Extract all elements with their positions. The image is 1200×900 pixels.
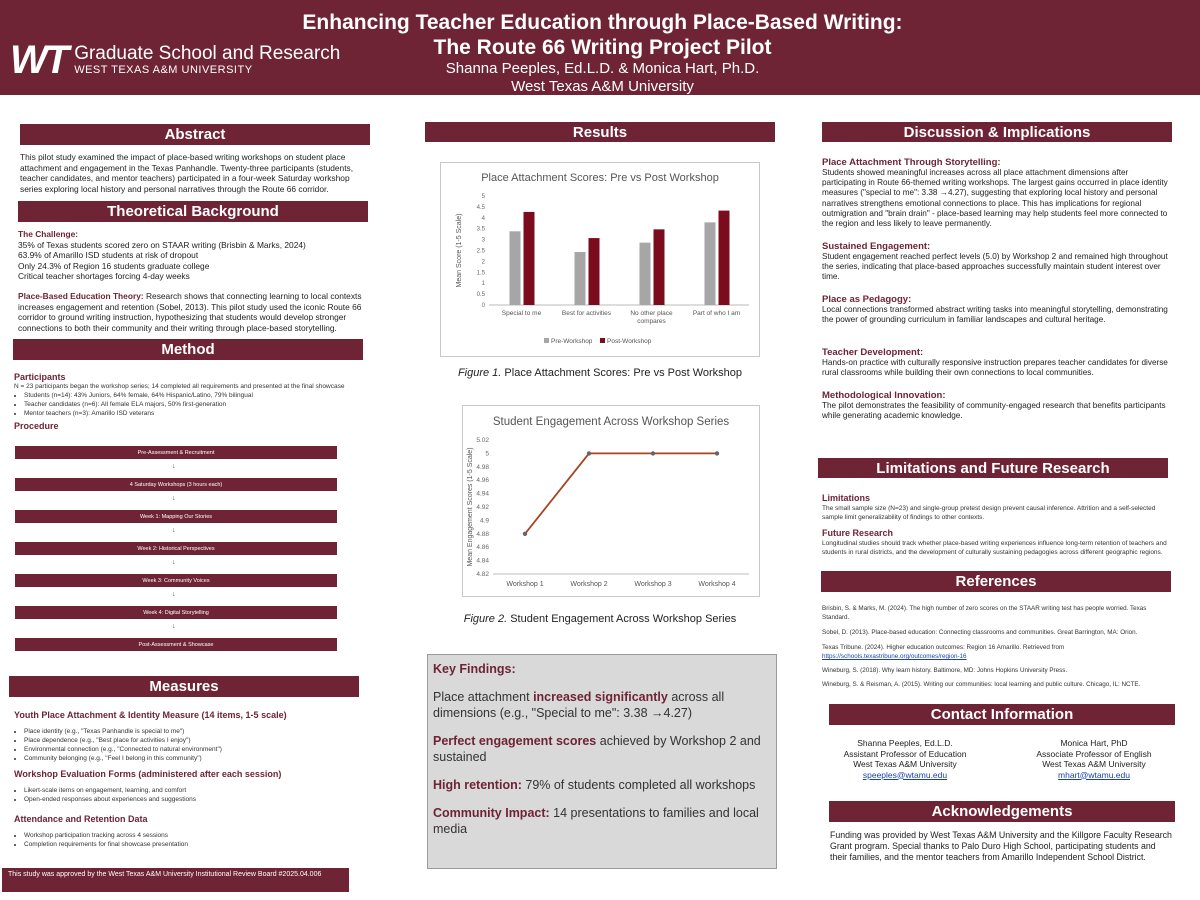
discussion-item-text: Student engagement reached perfect levels (5.0) by Workshop 2 and remained high throughout the series, indicating that place-based approaches successfully maintain student interest over time.: [822, 252, 1168, 282]
y-tick-label: 4.92: [476, 504, 489, 511]
logo-school-name: Graduate School and Research: [74, 43, 341, 64]
poster-title-line1: Enhancing Teacher Education through Place-Based Writing:: [302, 11, 903, 34]
procedure-step: Post-Assessment & Showcase: [15, 638, 337, 651]
discussion-item-heading: Place as Pedagogy:: [822, 294, 912, 305]
key-findings-box: [427, 654, 777, 869]
finding-1-post: across all dimensions (e.g., "Special to me": 3.38 →4.27): [433, 690, 725, 720]
youth-measure-list: [14, 727, 349, 763]
procedure-step: Pre-Assessment & Recruitment: [15, 446, 337, 459]
y-tick-label: 0.5: [476, 292, 485, 299]
finding-2: [433, 733, 771, 765]
bar-pre: [575, 252, 586, 305]
title-block: [300, 10, 905, 96]
reference-item: Wineburg, S. (2018). Why learn history. Baltimore, MD: Johns Hopkins University Press.: [822, 667, 1068, 674]
y-tick-label: 5.02: [476, 437, 489, 444]
discussion-item: [822, 157, 1172, 229]
discussion-item-heading: Teacher Development:: [822, 347, 924, 358]
contact-card: [999, 738, 1189, 780]
eval-forms-label: Workshop Evaluation Forms (administered after each session): [14, 769, 282, 779]
discussion-item: [822, 347, 1172, 378]
discussion-item: [822, 390, 1172, 421]
bar-post: [654, 229, 665, 305]
irb-note: This study was approved by the West Texas A&M University Institutional Review Board #2025.04.006: [2, 868, 349, 892]
finding-4: [433, 805, 771, 837]
challenge-line: 35% of Texas students scored zero on STAAR writing (Brisbin & Marks, 2024): [18, 239, 306, 250]
discussion-item-heading: Place Attachment Through Storytelling:: [822, 157, 1001, 168]
y-tick-label: 0: [481, 303, 485, 309]
x-tick-label: No other place: [630, 310, 673, 317]
attendance-label: Attendance and Retention Data: [14, 814, 148, 824]
limitations-heading: Limitations and Future Research: [818, 458, 1168, 478]
finding-1-bold: increased significantly: [533, 690, 668, 704]
procedure-arrow: ↓: [172, 463, 176, 470]
discussion-item-text: Students showed meaningful increases across all place attachment dimensions after participating in Route 66-themed writing workshops. The largest gains occurred in place identity measures ("special to me": 3.38 →4.27), suggesting that exploring local history and personal narratives strengthens emotional connections to place. This has implications for regional outmigration and "brain drain" - place-based learning may help students feel more connected to the region and less likely to leave permanently.: [822, 168, 1168, 229]
x-tick-label: Workshop 3: [634, 581, 672, 588]
figure1-caption-text: Place Attachment Scores: Pre vs Post Workshop: [501, 367, 743, 379]
procedure-arrow: ↓: [172, 623, 176, 630]
contact-name: Monica Hart, PhD: [1060, 738, 1128, 748]
bar-post: [589, 238, 600, 305]
pbe-label: Place-Based Education Theory:: [18, 291, 144, 301]
acknowledgements-text: Funding was provided by West Texas A&M University and the Killgore Faculty Research Grant program. Special thanks to Palo Duro High School, participating students and their families, and the mentor teachers from Amarillo Independent School District.: [830, 830, 1172, 862]
future-research-text: Longitudinal studies should track whether place-based writing experiences influence long-term retention of teachers and students in rural districts, and the development of culturally sustaining pedagogies across different geographic regions.: [822, 540, 1167, 556]
poster-title-line2: The Route 66 Writing Project Pilot: [433, 36, 772, 59]
figure2-caption-prefix: Figure 2.: [463, 613, 508, 625]
limitations-label: Limitations: [822, 493, 871, 503]
contact-role: Assistant Professor of Education: [843, 748, 967, 759]
poster-header: [0, 0, 1200, 95]
x-tick-label: compares: [637, 318, 666, 325]
data-point: [651, 451, 655, 455]
abstract-heading: Abstract: [20, 124, 370, 145]
measures-heading: Measures: [9, 676, 359, 697]
figure1-caption-prefix: Figure 1.: [457, 367, 502, 379]
x-tick-label: Part of who I am: [692, 310, 741, 317]
contact-email-link[interactable]: mhart@wtamu.edu: [1058, 769, 1130, 780]
abstract-text: This pilot study examined the impact of place-based writing workshops on student place attachment and engagement in the Texas Panhandle. Twenty-three participants (students, teacher candidates, and mentor teachers) participated in a four-week Saturday workshop series exploring local history and personal narratives through the Route 66 corridor.: [20, 152, 354, 194]
contact-card: [810, 738, 1000, 780]
participants-bullet: • Students (n=14): 43% Juniors, 64% female, 64% Hispanic/Latino, 79% bilingual: [24, 391, 349, 400]
wt-logo: [10, 40, 340, 80]
measure-bullet: • Place identity (e.g., "Texas Panhandle is special to me"): [24, 727, 349, 736]
pbe-text: Research shows that connecting learning to local contexts increases engagement and retention (Sobel, 2013). This pilot study used the iconic Route 66 corridor to ground writing instruction, hypothesizing that students would develop stronger connections to both their community and their writing through place-based storytelling.: [18, 291, 362, 333]
y-tick-label: 4.86: [476, 544, 489, 552]
challenge-block: [18, 229, 370, 282]
chart1-svg: [441, 163, 761, 358]
discussion-item: [822, 294, 1172, 325]
data-point: [715, 451, 719, 455]
measure-bullet: • Likert-scale items on engagement, learning, and comfort: [24, 786, 349, 795]
engagement-line: [525, 453, 717, 533]
challenge-line: 63.9% of Amarillo ISD students at risk of dropout: [18, 250, 199, 261]
discussion-item-text: Hands-on practice with culturally responsive instruction prepares teacher candidates for diverse rural classrooms while building their own connections to local communities.: [822, 358, 1168, 378]
figure2-caption: [425, 613, 775, 625]
bar-pre: [640, 243, 651, 305]
procedure-step: 4 Saturday Workshops (3 hours each): [15, 478, 337, 491]
figure2-caption-text: Student Engagement Across Workshop Series: [507, 613, 737, 625]
x-tick-label: Workshop 4: [698, 581, 736, 588]
challenge-label: The Challenge:: [18, 229, 79, 239]
logo-university-name: WEST TEXAS A&M UNIVERSITY: [74, 64, 253, 76]
acknowledgements-heading: Acknowledgements: [829, 801, 1175, 822]
legend-label: Pre-Workshop: [551, 338, 593, 345]
challenge-line: Critical teacher shortages forcing 4-day weeks: [18, 271, 190, 282]
reference-link[interactable]: https://schools.texastribune.org/outcomes/region-16: [822, 653, 967, 660]
data-point: [587, 451, 591, 455]
participants-label: Participants: [14, 372, 66, 382]
bar-post: [524, 212, 535, 305]
procedure-step: Week 2: Historical Perspectives: [15, 542, 337, 555]
measure-bullet: • Workshop participation tracking across 4 sessions: [24, 831, 349, 840]
procedure-arrow: ↓: [172, 527, 176, 534]
y-axis-label: Mean Score (1-5 Scale): [456, 213, 463, 288]
contact-email-link[interactable]: speeples@wtamu.edu: [862, 769, 948, 780]
eval-forms-list: [14, 786, 349, 804]
finding-1: [433, 689, 771, 721]
engagement-chart: [462, 405, 760, 597]
reference-item: Sobel, D. (2013). Place-based education: Connecting classrooms and communities. Great Barrington, MA: Orion.: [822, 629, 1138, 636]
procedure-arrow: ↓: [172, 495, 176, 502]
poster-authors: Shanna Peeples, Ed.L.D. & Monica Hart, Ph.D.: [445, 60, 760, 77]
measure-bullet: • Place dependence (e.g., "Best place for activities I enjoy"): [24, 736, 349, 745]
participants-bullet: • Teacher candidates (n=6): All female ELA majors, 50% first-generation: [24, 400, 349, 409]
x-tick-label: Special to me: [501, 310, 542, 317]
finding-3-post: 79% of students completed all workshops: [521, 778, 756, 792]
finding-2-bold: Perfect engagement scores: [433, 734, 597, 748]
results-heading: Results: [425, 122, 775, 142]
reference-item: Wineburg, S. & Reisman, A. (2015). Writing our communities: local learning and public culture. Chicago, IL: NCTE.: [822, 681, 1141, 688]
x-tick-label: Workshop 1: [506, 581, 544, 588]
theory-heading: Theoretical Background: [18, 201, 368, 222]
pbe-block: [18, 291, 370, 333]
y-tick-label: 4.84: [476, 557, 489, 565]
bar-pre: [510, 231, 521, 305]
discussion-item-heading: Sustained Engagement:: [822, 241, 931, 252]
participants-block: [14, 382, 349, 418]
y-tick-label: 1: [481, 281, 485, 288]
challenge-line: Only 24.3% of Region 16 students graduate college: [18, 260, 210, 271]
participants-bullet: • Mentor teachers (n=3): Amarillo ISD veterans: [24, 409, 349, 418]
y-tick-label: 4: [481, 215, 485, 222]
contact-name: Shanna Peeples, Ed.L.D.: [857, 738, 953, 748]
y-tick-label: 4.98: [476, 463, 489, 471]
y-tick-label: 4.94: [476, 490, 489, 498]
limitations-text: The small sample size (N=23) and single-group pretest design prevent causal inference. Attrition and a self-selected sample limit generalizability of findings to other contexts.: [822, 505, 1156, 521]
measure-bullet: • Open-ended responses about experiences and suggestions: [24, 795, 349, 804]
procedure-arrow: ↓: [172, 559, 176, 566]
measure-bullet: • Environmental connection (e.g., "Connected to natural environment"): [24, 745, 349, 754]
y-tick-label: 4.88: [476, 530, 489, 538]
y-tick-label: 5: [485, 450, 489, 458]
finding-3: [433, 777, 771, 793]
contact-role: Associate Professor of English: [1036, 748, 1152, 759]
procedure-step: Week 4: Digital Storytelling: [15, 606, 337, 619]
y-tick-label: 1.5: [476, 270, 485, 277]
discussion-item: [822, 241, 1172, 283]
chart2-title: Student Engagement Across Workshop Series: [492, 416, 730, 428]
bar-pre: [705, 222, 716, 305]
y-tick-label: 4.5: [476, 204, 485, 211]
contact-org: West Texas A&M University: [1042, 759, 1146, 769]
legend-label: Post-Workshop: [607, 338, 652, 345]
poster-institution: West Texas A&M University: [511, 78, 694, 95]
attendance-list: [14, 831, 349, 849]
method-heading: Method: [13, 339, 363, 360]
y-tick-label: 3: [481, 237, 485, 244]
chart2-svg: [463, 406, 761, 598]
y-tick-label: 5: [481, 194, 485, 200]
contact-heading: Contact Information: [829, 704, 1175, 725]
figure1-caption: [425, 367, 775, 379]
x-tick-label: Workshop 2: [570, 581, 608, 588]
legend-swatch: [600, 338, 605, 343]
reference-item: Brisbin, S. & Marks, M. (2024). The high number of zero scores on the STAAR writing test has people worried. Texas Standard.: [822, 605, 1147, 621]
discussion-heading: Discussion & Implications: [822, 122, 1172, 142]
reference-item: Texas Tribune. (2024). Higher education outcomes: Region 16 Amarillo. Retrieved from: [822, 644, 1065, 651]
finding-2-post: achieved by Workshop 2 and sustained: [433, 734, 761, 764]
procedure-step: Week 3: Community Voices: [15, 574, 337, 587]
y-tick-label: 2.5: [476, 248, 485, 255]
participants-intro: N = 23 participants began the workshop series; 14 completed all requirements and presented at the final showcase: [14, 383, 345, 390]
future-research-label: Future Research: [822, 528, 894, 538]
finding-4-post: 14 presentations to families and local media: [433, 806, 759, 836]
contact-org: West Texas A&M University: [853, 759, 957, 769]
chart1-title: Place Attachment Scores: Pre vs Post Workshop: [481, 172, 719, 184]
y-tick-label: 3.5: [476, 226, 485, 233]
finding-1-pre: Place attachment: [433, 690, 534, 704]
procedure-arrow: ↓: [172, 591, 176, 598]
finding-3-bold: High retention:: [433, 778, 522, 792]
y-tick-label: 2: [481, 259, 485, 266]
place-attachment-chart: [440, 162, 760, 357]
youth-measure-label: Youth Place Attachment & Identity Measure (14 items, 1-5 scale): [14, 710, 287, 720]
x-tick-label: Best for activities: [561, 310, 612, 317]
y-tick-label: 4.9: [479, 517, 489, 525]
finding-4-bold: Community Impact:: [433, 806, 550, 820]
procedure-label: Procedure: [14, 421, 59, 431]
discussion-item-heading: Methodological Innovation:: [822, 390, 946, 401]
key-findings-heading: Key Findings:: [433, 662, 516, 676]
references-heading: References: [821, 571, 1171, 592]
y-axis-label: Mean Engagement Scores (1-5 Scale): [467, 447, 474, 567]
discussion-item-text: The pilot demonstrates the feasibility of community-engaged research that benefits participants while generating academic knowledge.: [822, 401, 1166, 421]
measure-bullet: • Community belonging (e.g., "Feel I belong in this community"): [24, 754, 349, 763]
data-point: [523, 532, 527, 536]
y-tick-label: 4.96: [476, 477, 489, 485]
legend-swatch: [544, 338, 549, 343]
procedure-step: Week 1: Mapping Our Stories: [15, 510, 337, 523]
bar-post: [719, 211, 730, 305]
wt-logo-mark: WT: [10, 38, 67, 82]
measure-bullet: • Completion requirements for final showcase presentation: [24, 840, 349, 849]
y-tick-label: 4.82: [476, 571, 489, 578]
discussion-item-text: Local connections transformed abstract writing tasks into meaningful storytelling, demonstrating the power of grounding curriculum in familiar landscapes and cultural heritage.: [822, 305, 1168, 325]
